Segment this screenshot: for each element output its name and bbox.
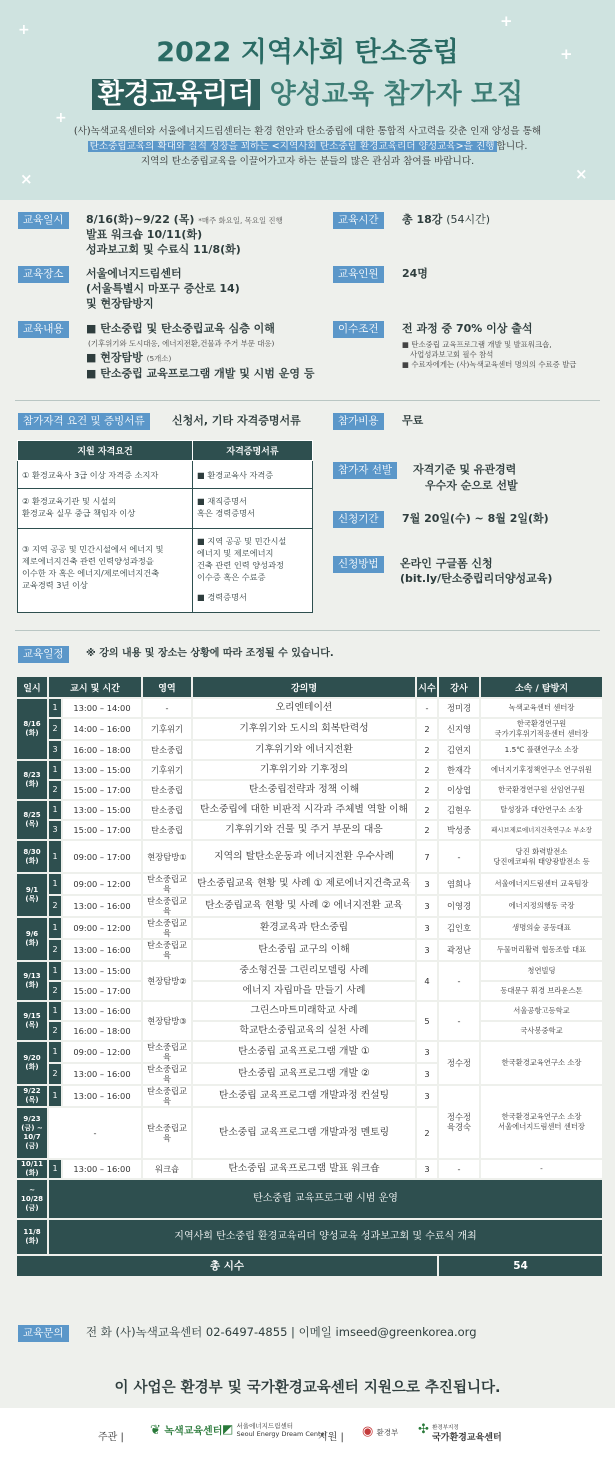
- sched-title: 학교탄소중립교육의 실천 사례: [193, 1022, 415, 1040]
- national-center-logo: [418, 1422, 502, 1443]
- selection-line-1: 자격기준 및 유관경력: [413, 463, 517, 476]
- intro-text: [20, 124, 595, 169]
- sched-period: 2: [49, 1022, 61, 1040]
- sched-affiliation: 패시브제로에너지건축연구소 부소장: [481, 821, 602, 839]
- date-ceremony: 성과보고회 및 수료식 11/8(화): [86, 243, 241, 256]
- sched-area: 탄소중립교육: [143, 1064, 191, 1084]
- sched-ceremony: 지역사회 탄소중립 환경교육리더 양성교육 성과보고회 및 수료식 개최: [49, 1220, 602, 1254]
- qual-req-2-line: 환경교육 실무 중급 책임자 이상: [22, 508, 136, 518]
- plus-decoration: +: [500, 12, 513, 30]
- method-line-1: 온라인 구글폼 신청: [400, 557, 493, 570]
- tag-qualification: 참가자격 요건 및 증빙서류: [18, 413, 150, 430]
- sched-title: 에너지 자립마을 만들기 사례: [193, 982, 415, 1000]
- tag-schedule: 교육일정: [18, 646, 69, 663]
- qual-doc-3-line: 에너지 및 제로에너지: [197, 548, 274, 558]
- tag-content: 교육내용: [18, 321, 69, 338]
- org-name: 녹색교육센터: [164, 1426, 223, 1437]
- sched-period: 1: [49, 874, 61, 894]
- plus-decoration: +: [55, 110, 67, 126]
- sched-time: 14:00 – 16:00: [63, 719, 141, 739]
- sched-affiliation: 서울에너지드림센터 교육팀장: [481, 874, 602, 894]
- sched-hours: 3: [417, 896, 437, 916]
- sched-time: 13:00 – 16:00: [63, 940, 141, 960]
- tag-date: 교육일시: [18, 212, 69, 229]
- intro-highlight: 탄소중립교육의 확대와 질적 성장을 꾀하는 <지역사회 탄소중립 환경교육리더 양성교육>을 진행: [89, 141, 495, 152]
- sched-time: 09:00 – 12:00: [63, 874, 141, 894]
- period-value: 7월 20일(수) ~ 8월 2일(화): [402, 512, 549, 525]
- qual-doc-3-line: ■ 경력증명서: [197, 592, 247, 602]
- intro-line-rest: 합니다.: [496, 141, 528, 152]
- sched-hours: 2: [417, 1108, 437, 1158]
- sched-area: 워크숍: [143, 1160, 191, 1178]
- qual-req-3-line: 제로에너지건축 관련 인력양성과정을: [22, 556, 154, 566]
- place-name: 서울에너지드림센터: [86, 267, 182, 280]
- sched-affiliation-line: 서울에너지드림센터 센터장: [498, 1122, 585, 1131]
- sched-instructor-line: 정수정: [446, 1112, 472, 1122]
- qual-header-1: 지원 자격요건: [18, 441, 193, 461]
- sched-instructor: 김인호: [439, 918, 479, 938]
- org-name: [432, 1422, 502, 1443]
- sched-title: 탄소중립 교육프로그램 개발과정 멘토링: [193, 1108, 415, 1158]
- qual-doc-2-line: ■ 재직증명서: [197, 496, 247, 506]
- hours-value: [402, 212, 490, 227]
- intro-line: 지역의 탄소중립교육을 이끌어가고자 하는 분들의 많은 관심과 참여를 바랍니다.: [140, 156, 475, 167]
- sched-title: 중소형건물 그린리모델링 사례: [193, 962, 415, 980]
- sched-title: 기후위기와 건물 및 주거 부문의 대응: [193, 821, 415, 839]
- sched-title: 그린스마트미래학교 사례: [193, 1002, 415, 1020]
- sched-affiliation: 녹색교육센터 센터장: [481, 699, 602, 717]
- sched-date: 9/6 (화): [17, 918, 47, 960]
- sched-date: 8/30 (화): [17, 841, 47, 872]
- sched-area: 기후위기: [143, 719, 191, 739]
- qual-req-3-line: 교육경력 3년 이상: [22, 580, 88, 590]
- condition-note-1b: 사업성과보고회 필수 참석: [410, 350, 494, 359]
- sched-title: 탄소중립전략과 정책 이해: [193, 781, 415, 799]
- sched-area: 탄소중립교육: [143, 874, 191, 894]
- plus-decoration: +: [560, 45, 573, 63]
- content-item-2-note: (5개소): [146, 354, 172, 363]
- star-leaf-icon: ✣: [418, 1422, 429, 1437]
- sched-period: 2: [49, 940, 61, 960]
- sched-affiliation: 두물머리활력 협동조합 대표: [481, 940, 602, 960]
- sched-instructor: [439, 1086, 479, 1158]
- sched-instructor: -: [439, 1002, 479, 1040]
- sched-period: 1: [49, 1002, 61, 1020]
- sched-affiliation-line: 국가기후위기적응센터 센터장: [494, 729, 589, 738]
- date-workshop: 발표 워크숍 10/11(화): [86, 228, 203, 241]
- sched-hours: 2: [417, 801, 437, 819]
- sched-time: 13:00 – 15:00: [63, 962, 141, 980]
- sched-period: 2: [49, 1064, 61, 1084]
- x-decoration: ×: [20, 170, 33, 188]
- content-item-2-label: ■ 현장탐방: [86, 351, 143, 364]
- sched-time: 15:00 – 17:00: [63, 781, 141, 799]
- org-name: 환경부: [376, 1428, 399, 1437]
- schedule-note: ※ 강의 내용 및 장소는 상황에 따라 조정될 수 있습니다.: [86, 648, 334, 659]
- sched-date: 8/16 (화): [17, 699, 47, 759]
- sched-affiliation: 한국환경교육연구소 소장: [481, 1042, 602, 1084]
- org-name: [237, 1422, 328, 1438]
- content-item-3: ■ 탄소중립 교육프로그램 개발 및 시범 운영 등: [86, 367, 315, 380]
- sched-affiliation: 에너지기후정책연구소 연구위원: [481, 761, 602, 779]
- intro-line: [20, 139, 595, 154]
- qual-doc-3: [193, 529, 313, 613]
- hero-banner: [0, 0, 615, 200]
- sched-hours: 3: [417, 1160, 437, 1178]
- x-decoration: ×: [575, 165, 588, 183]
- sched-total-label: 총 시수: [17, 1256, 437, 1276]
- qual-req-2: [18, 489, 193, 529]
- sched-hours: 2: [417, 761, 437, 779]
- sched-time: 09:00 – 12:00: [63, 1042, 141, 1062]
- sched-header: 강의명: [193, 677, 415, 697]
- sched-period: 1: [49, 1042, 61, 1062]
- sched-title: 오리엔테이션: [193, 699, 415, 717]
- tag-hours: 교육시간: [333, 212, 384, 229]
- sched-hours: 3: [417, 874, 437, 894]
- sched-affiliation-line: 한국환경연구원: [516, 719, 567, 728]
- support-label: 지원 |: [318, 1432, 344, 1443]
- sched-period: 1: [49, 962, 61, 980]
- sched-affiliation: 에너지정의행동 국장: [481, 896, 602, 916]
- title-line-2: [0, 72, 615, 111]
- sched-area: 탄소중립: [143, 781, 191, 799]
- schedule-table: [15, 675, 604, 1278]
- qual-req-3: [18, 529, 193, 613]
- sched-period: 1: [49, 801, 61, 819]
- sched-title: 탄소중립교육 현황 및 사례 ② 에너지전환 교육: [193, 896, 415, 916]
- sched-affiliation-line: 한국환경교육연구소 소장: [501, 1112, 582, 1121]
- sched-date: 9/23 (금) ~ 10/7 (금): [17, 1108, 47, 1158]
- sched-instructor: -: [439, 962, 479, 1000]
- org-name-ko: 서울에너지드림센터: [236, 1422, 294, 1430]
- sched-total-value: 54: [439, 1256, 602, 1276]
- sched-title: 지역의 탈탄소운동과 에너지전환 우수사례: [193, 841, 415, 872]
- sched-time: 16:00 – 18:00: [63, 741, 141, 759]
- sched-affiliation: 동대문구 휘경 브라운스톤: [481, 982, 602, 1000]
- sched-period: 1: [49, 1086, 61, 1106]
- place-extra: 및 현장탐방지: [86, 297, 154, 310]
- sched-date: 11/8 (화): [17, 1220, 47, 1254]
- sched-header: 시수: [417, 677, 437, 697]
- qual-req-3-line: 이수한 자 혹은 에너지/제로에너지건축: [22, 568, 160, 578]
- sched-hours: 2: [417, 821, 437, 839]
- sched-title: 탄소중립 교육프로그램 개발 ①: [193, 1042, 415, 1062]
- sched-affiliation: 서울공항고등학교: [481, 1002, 602, 1020]
- divider: [15, 400, 600, 401]
- sched-area: 탄소중립교육: [143, 940, 191, 960]
- sched-instructor: 김현우: [439, 801, 479, 819]
- sched-hours: 3: [417, 1064, 437, 1084]
- sched-time: 13:00 – 16:00: [63, 1160, 141, 1178]
- sched-hours: 3: [417, 1042, 437, 1062]
- tag-people: 교육인원: [333, 266, 384, 283]
- qual-req-3-line: ③ 지역 공공 및 민간시설에서 에너지 및: [22, 544, 164, 554]
- title-rest: 양성교육 참가자 모집: [260, 79, 524, 110]
- org-main: 국가환경교육센터: [432, 1433, 502, 1443]
- qual-doc-3-line: 건축 관련 인력 양성과정: [197, 560, 284, 570]
- sched-area: 현장탐방③: [143, 1002, 191, 1040]
- content-item-1: ■ 탄소중립 및 탄소중립교육 심층 이해: [86, 322, 275, 335]
- sched-area: 현장탐방②: [143, 962, 191, 1000]
- sched-time: 13:00 – 16:00: [63, 1086, 141, 1106]
- plus-decoration: +: [18, 22, 30, 38]
- sched-time: 13:00 – 15:00: [63, 761, 141, 779]
- place-address: (서울특별시 마포구 증산로 14): [86, 282, 240, 295]
- date-main: 8/16(화)~9/22 (목): [86, 213, 195, 226]
- sched-hours: 2: [417, 719, 437, 739]
- tag-method: 신청방법: [333, 556, 384, 573]
- green-education-logo: [150, 1422, 222, 1438]
- tag-selection: 참가자 선발: [333, 462, 397, 479]
- intro-line: (사)녹색교육센터와 서울에너지드림센터는 환경 현안과 탄소중립에 대한 통합적 사고력을 갖춘 인재 양성을 통해: [73, 126, 542, 137]
- sched-affiliation-line: 당진 화력발전소: [515, 846, 568, 856]
- taegeuk-icon: ◉: [362, 1424, 374, 1439]
- sched-period: 1: [49, 1160, 61, 1178]
- contact-text: 전 화 (사)녹색교육센터 02-6497-4855 | 이메일 imseed@greenkorea.org: [86, 1325, 477, 1339]
- ministry-logo: [362, 1424, 398, 1439]
- qual-doc-2-line: 혹은 경력증명서: [197, 508, 255, 518]
- sched-period: 3: [49, 741, 61, 759]
- sched-hours: -: [417, 699, 437, 717]
- org-name-en: Seoul Energy Dream Center: [236, 1430, 328, 1438]
- method-line-2: (bit.ly/탄소중립리더양성교육): [400, 572, 553, 585]
- sched-period: 1: [49, 699, 61, 717]
- sched-instructor: 박성중: [439, 821, 479, 839]
- sched-instructor: 신지영: [439, 719, 479, 739]
- sched-time: 13:00 – 15:00: [63, 801, 141, 819]
- sched-time: 09:00 – 17:00: [63, 841, 141, 872]
- sched-instructor: -: [439, 841, 479, 872]
- qual-doc-3-line: 이수증 혹은 수료증: [197, 572, 266, 582]
- qual-doc-2: [193, 489, 313, 529]
- qual-doc-3-line: ■ 지역 공공 및 민간시설: [197, 536, 287, 546]
- qualification-table: [17, 440, 313, 613]
- title-highlight: 환경교육리더: [92, 79, 261, 110]
- tag-place: 교육장소: [18, 266, 69, 283]
- sched-period: 1: [49, 761, 61, 779]
- sched-instructor: -: [439, 1160, 479, 1178]
- sched-time: 13:00 – 14:00: [63, 699, 141, 717]
- hours-note: (54시간): [446, 213, 491, 226]
- sched-date: 8/23 (화): [17, 761, 47, 799]
- fee-value: 무료: [402, 414, 424, 427]
- sched-affiliation: [481, 841, 602, 872]
- sched-date: 8/25 (목): [17, 801, 47, 839]
- sched-hours: 3: [417, 940, 437, 960]
- sched-instructor: 이상엽: [439, 781, 479, 799]
- content-sub: (기후위기와 도시대응, 에너지전환,건물과 주거 부문 대응): [88, 339, 275, 348]
- sched-time: 13:00 – 16:00: [63, 896, 141, 916]
- sched-period: 2: [49, 719, 61, 739]
- sched-period: 2: [49, 781, 61, 799]
- support-statement: 이 사업은 환경부 및 국가환경교육센터 지원으로 추진됩니다.: [114, 1380, 501, 1396]
- sched-instructor: 염희나: [439, 874, 479, 894]
- sched-date: 9/20 (화): [17, 1042, 47, 1084]
- sched-area: 탄소중립: [143, 821, 191, 839]
- sched-header: 교시 및 시간: [49, 677, 141, 697]
- sched-period: 1: [49, 918, 61, 938]
- condition-note-1: ■ 탄소중립 교육프로그램 개발 및 발표워크숍,: [402, 340, 552, 349]
- sched-area: 탄소중립교육: [143, 1086, 191, 1106]
- sched-title: 기후위기와 에너지전환: [193, 741, 415, 759]
- sched-date: 9/1 (목): [17, 874, 47, 916]
- sched-area: 탄소중립교육: [143, 896, 191, 916]
- sched-period: 3: [49, 821, 61, 839]
- qualification-docs: 신청서, 기타 자격증명서류: [172, 414, 301, 427]
- tag-contact: 교육문의: [18, 1325, 69, 1342]
- sched-header: 영역: [143, 677, 191, 697]
- date-note: *매주 화요일, 목요일 진행: [198, 216, 283, 225]
- sched-area: 탄소중립교육: [143, 1108, 191, 1158]
- sched-affiliation: 생명의숲 공동대표: [481, 918, 602, 938]
- sched-hours: 2: [417, 741, 437, 759]
- sched-affiliation-line: 당진에코파워 태양광발전소 등: [493, 856, 590, 866]
- divider: [15, 630, 600, 631]
- sched-hours: 3: [417, 918, 437, 938]
- sched-time: 09:00 – 12:00: [63, 918, 141, 938]
- sched-title: 환경교육과 탄소중립: [193, 918, 415, 938]
- sched-affiliation: 1.5℃ 플랜연구소 소장: [481, 741, 602, 759]
- sched-hours: 3: [417, 1086, 437, 1106]
- energy-icon: ◩: [222, 1422, 234, 1436]
- sched-affiliation: [481, 1086, 602, 1158]
- seoul-energy-logo: [222, 1422, 327, 1438]
- sched-period: 2: [49, 896, 61, 916]
- sched-affiliation: 탈성장과 대안연구소 소장: [481, 801, 602, 819]
- tag-fee: 참가비용: [333, 413, 384, 430]
- sched-affiliation: -: [481, 1160, 602, 1178]
- sched-date: ~ 10/28 (금): [17, 1180, 47, 1218]
- sched-date: 9/13 (화): [17, 962, 47, 1000]
- date-value: [86, 212, 283, 228]
- sched-header: 일시: [17, 677, 47, 697]
- sched-title: 탄소중립 교육프로그램 개발과정 컨설팅: [193, 1086, 415, 1106]
- tag-period: 신청기간: [333, 511, 384, 528]
- qual-header-2: 자격증명서류: [193, 441, 313, 461]
- qual-doc-1: ■ 환경교육사 자격증: [193, 461, 313, 489]
- sched-area: 기후위기: [143, 761, 191, 779]
- sched-header: 소속 / 탐방지: [481, 677, 602, 697]
- sched-area: 탄소중립: [143, 801, 191, 819]
- condition-value: 전 과정 중 70% 이상 출석: [402, 322, 533, 335]
- content-item-2: [86, 350, 171, 366]
- leaf-icon: ❦: [150, 1423, 161, 1438]
- people-value: 24명: [402, 267, 428, 280]
- org-sub: 환경부지정: [432, 1425, 459, 1431]
- sched-time: -: [49, 1108, 141, 1158]
- title-line-1: 2022 지역사회 탄소중립: [156, 37, 459, 68]
- sched-date: 9/15 (목): [17, 1002, 47, 1040]
- sched-date: 10/11 (화): [17, 1160, 47, 1178]
- footer: [0, 1408, 615, 1457]
- sched-instructor: 한재각: [439, 761, 479, 779]
- sched-instructor: 정미경: [439, 699, 479, 717]
- sched-affiliation: 청연빌딩: [481, 962, 602, 980]
- sched-affiliation: [481, 719, 602, 739]
- sched-date: 9/22 (목): [17, 1086, 47, 1106]
- sched-title: 기후위기와 도시의 회복탄력성: [193, 719, 415, 739]
- sched-area: 탄소중립: [143, 741, 191, 759]
- sched-title: 탄소중립 교육프로그램 발표 워크숍: [193, 1160, 415, 1178]
- sched-instructor: 곽정난: [439, 940, 479, 960]
- sched-pilot-run: 탄소중립 교육프로그램 시범 운영: [49, 1180, 602, 1218]
- sched-affiliation: 국사봉중학교: [481, 1022, 602, 1040]
- sched-area: 탄소중립교육: [143, 918, 191, 938]
- sched-title: 탄소중립에 대한 비판적 시각과 주체별 역할 이해: [193, 801, 415, 819]
- sched-hours: 7: [417, 841, 437, 872]
- qual-req-2-line: ② 환경교육기관 및 시설의: [22, 496, 117, 506]
- sched-title: 탄소중립 교육프로그램 개발 ②: [193, 1064, 415, 1084]
- sched-title: 탄소중립 교구의 이해: [193, 940, 415, 960]
- sched-time: 13:00 – 16:00: [63, 1002, 141, 1020]
- sched-title: 기후위기와 기후정의: [193, 761, 415, 779]
- tag-condition: 이수조건: [333, 321, 384, 338]
- sched-time: 15:00 – 17:00: [63, 982, 141, 1000]
- sched-time: 15:00 – 17:00: [63, 821, 141, 839]
- qual-req-1: ① 환경교육사 3급 이상 자격증 소지자: [18, 461, 193, 489]
- sched-instructor: 김연지: [439, 741, 479, 759]
- sched-instructor: 정수정: [439, 1042, 479, 1084]
- sched-period: 1: [49, 841, 61, 872]
- sched-area: 현장탐방①: [143, 841, 191, 872]
- sched-period: 2: [49, 982, 61, 1000]
- sched-time: 16:00 – 18:00: [63, 1022, 141, 1040]
- hours-main: 총 18강: [402, 213, 443, 226]
- selection-line-2: 우수자 순으로 선발: [425, 479, 518, 492]
- sched-header: 강사: [439, 677, 479, 697]
- host-label: 주관 |: [98, 1432, 124, 1443]
- sched-instructor-line: 육경숙: [446, 1122, 472, 1132]
- sched-hours: 2: [417, 781, 437, 799]
- sched-affiliation: 한국환경연구원 선임연구원: [481, 781, 602, 799]
- sched-area: -: [143, 699, 191, 717]
- sched-hours: 4: [417, 962, 437, 1000]
- sched-time: 13:00 – 16:00: [63, 1064, 141, 1084]
- sched-instructor: 이영경: [439, 896, 479, 916]
- condition-note-2: ■ 수료자에게는 (사)녹색교육센터 명의의 수료증 발급: [402, 360, 577, 369]
- sched-area: 탄소중립교육: [143, 1042, 191, 1062]
- sched-hours: 5: [417, 1002, 437, 1040]
- sched-title: 탄소중립교육 현황 및 사례 ① 제로에너지건축교육: [193, 874, 415, 894]
